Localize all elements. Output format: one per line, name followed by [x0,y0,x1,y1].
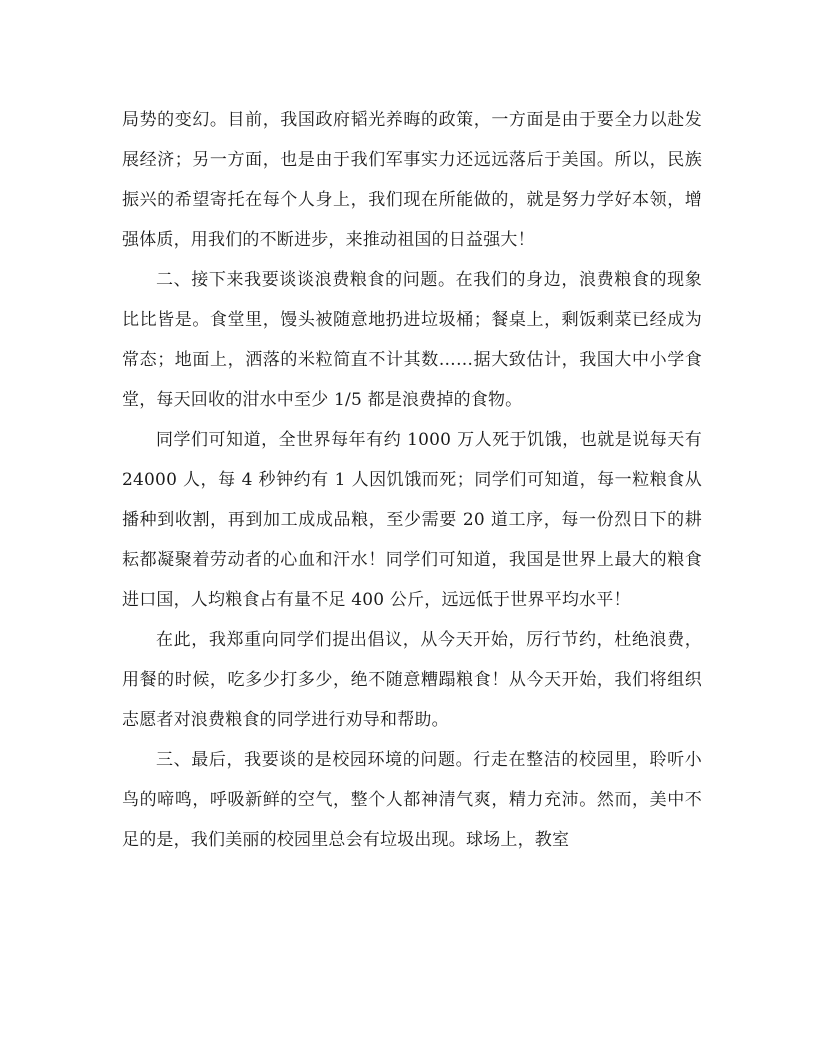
paragraph-continuation: 局势的变幻。目前，我国政府韬光养晦的政策，一方面是由于要全力以赴发展经济；另一方面，也是由于我们军事实力还远远落后于美国。所以，民族振兴的希望寄托在每个人身上，我们现在所能做的，就是努力学好本领，增强体质，用我们的不断进步，来推动祖国的日益强大！ [122,110,702,250]
paragraph-food-waste: 二、接下来我要谈谈浪费粮食的问题。在我们的身边，浪费粮食的现象比比皆是。食堂里，馒头被随意地扔进垃圾桶；餐桌上，剩饭剩菜已经成为常态；地面上，洒落的米粒简直不计其数……据大致估计，我国大中小学食堂，每天回收的泔水中至少 1/5 都是浪费掉的食物。 [122,270,702,410]
paragraph-hunger-facts: 同学们可知道，全世界每年有约 1000 万人死于饥饿，也就是说每天有 24000 人，每 4 秒钟约有 1 人因饥饿而死；同学们可知道，每一粒粮食从播种到收割，再到加工成成品粮，至少需要 20 道工序，每一份烈日下的耕耘都凝聚着劳动者的心血和汗水！同学们可知道，我国是世界上最大的粮食进口国，人均粮食占有量不足 400 公斤，远远低于世界平均水平！ [122,430,702,610]
paragraph-proposal: 在此，我郑重向同学们提出倡议，从今天开始，厉行节约，杜绝浪费，用餐的时候，吃多少打多少，绝不随意糟蹋粮食！从今天开始，我们将组织志愿者对浪费粮食的同学进行劝导和帮助。 [122,630,702,730]
document-body [122,100,702,860]
paragraph-campus-environment: 三、最后，我要谈的是校园环境的问题。行走在整洁的校园里，聆听小鸟的啼鸣，呼吸新鲜的空气，整个人都神清气爽，精力充沛。然而，美中不足的是，我们美丽的校园里总会有垃圾出现。球场上，教室 [122,750,702,850]
